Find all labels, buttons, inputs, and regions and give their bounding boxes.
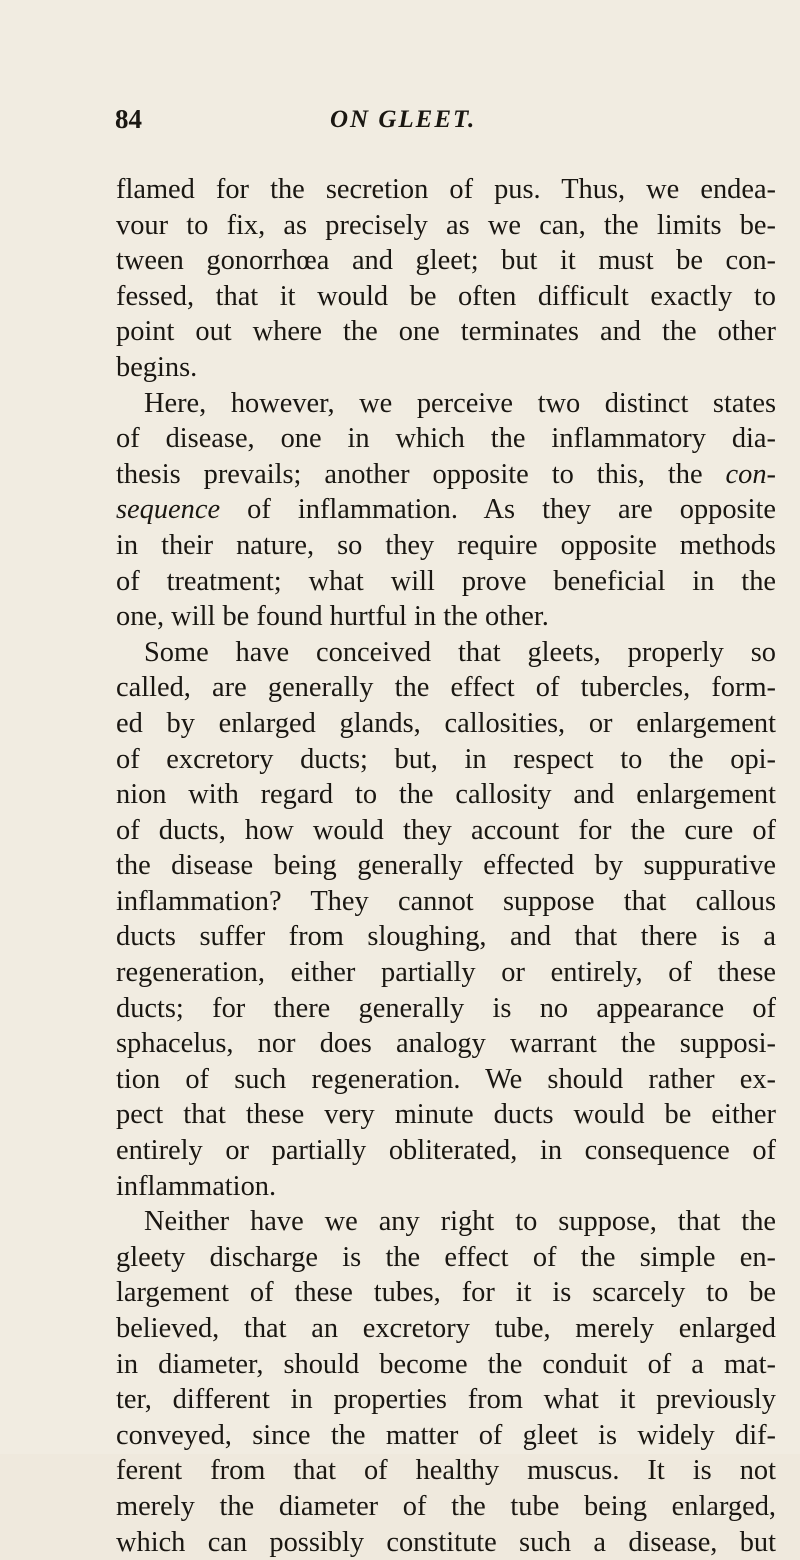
text-line: regeneration, either partially or entirely, of these bbox=[116, 957, 776, 989]
text-line: entirely or partially obliterated, in consequence of bbox=[116, 1135, 776, 1167]
text-line: ed by enlarged glands, callosities, or enlargement bbox=[116, 707, 776, 739]
text-line: of disease, one in which the inflammatory dia- bbox=[116, 423, 776, 455]
body-text bbox=[116, 172, 776, 1560]
paragraph-2 bbox=[116, 386, 776, 635]
paragraph-4 bbox=[116, 1204, 776, 1560]
text-line: fessed, that it would be often difficult exactly to bbox=[116, 280, 776, 312]
text-line: merely the diameter of the tube being enlarged, bbox=[116, 1490, 776, 1522]
text-line: tion of such regeneration. We should rather ex- bbox=[116, 1063, 776, 1095]
text-line: tween gonorrhœa and gleet; but it must be con- bbox=[116, 245, 776, 277]
text-line: called, are generally the effect of tubercles, form- bbox=[116, 672, 776, 704]
text-line: conveyed, since the matter of gleet is widely dif- bbox=[116, 1419, 776, 1451]
italic-word: con- bbox=[725, 458, 776, 490]
text-segment: of inflammation. As they are opposite bbox=[247, 494, 776, 526]
text-line: pect that these very minute ducts would be either bbox=[116, 1099, 776, 1131]
page-number: 84 bbox=[115, 104, 142, 134]
text-line: begins. bbox=[116, 351, 198, 383]
paragraph-1 bbox=[116, 172, 776, 386]
running-title: ON GLEET. bbox=[330, 106, 477, 133]
italic-word: sequence bbox=[116, 494, 221, 526]
text-line: inflammation. bbox=[116, 1170, 277, 1202]
text-line: ducts suffer from sloughing, and that there is a bbox=[116, 921, 776, 953]
text-line: Here, however, we perceive two distinct states bbox=[144, 387, 776, 419]
text-line: sphacelus, nor does analogy warrant the supposi- bbox=[116, 1028, 776, 1060]
text-line: ducts; for there generally is no appearance of bbox=[116, 992, 776, 1024]
text-line: vour to fix, as precisely as we can, the limits be- bbox=[116, 209, 776, 241]
text-line: Some have conceived that gleets, properly so bbox=[144, 636, 776, 668]
text-line: ferent from that of healthy muscus. It is not bbox=[116, 1455, 776, 1487]
text-line: of treatment; what will prove beneficial in the bbox=[116, 565, 776, 597]
paragraph-3 bbox=[116, 635, 776, 1205]
text-line: believed, that an excretory tube, merely enlarged bbox=[116, 1313, 776, 1344]
text-line: nion with regard to the callosity and enlargement bbox=[116, 779, 776, 811]
text-segment: thesis prevails; another opposite to this, the bbox=[116, 458, 703, 490]
text-line: ter, different in properties from what it previously bbox=[116, 1384, 776, 1416]
text-line: gleety discharge is the effect of the simple en- bbox=[116, 1241, 776, 1273]
text-line: of excretory ducts; but, in respect to the opi- bbox=[116, 743, 776, 775]
text-line: largement of these tubes, for it is scarcely to be bbox=[116, 1277, 776, 1309]
text-line: in their nature, so they require opposite methods bbox=[116, 529, 776, 561]
text-line: in diameter, should become the conduit of a mat- bbox=[116, 1348, 776, 1380]
text-line: point out where the one terminates and the other bbox=[116, 316, 776, 348]
page-header bbox=[0, 104, 800, 144]
text-line: flamed for the secretion of pus. Thus, we endea- bbox=[116, 174, 776, 205]
text-line: one, will be found hurtful in the other. bbox=[116, 601, 549, 633]
text-line: inflammation? They cannot suppose that callous bbox=[116, 885, 776, 917]
text-line: which can possibly constitute such a disease, but bbox=[116, 1526, 776, 1558]
text-line bbox=[116, 492, 776, 528]
text-line: Neither have we any right to suppose, that the bbox=[144, 1206, 776, 1238]
text-line bbox=[116, 457, 776, 493]
text-line: the disease being generally effected by suppurative bbox=[116, 850, 776, 882]
text-line: of ducts, how would they account for the cure of bbox=[116, 814, 776, 846]
